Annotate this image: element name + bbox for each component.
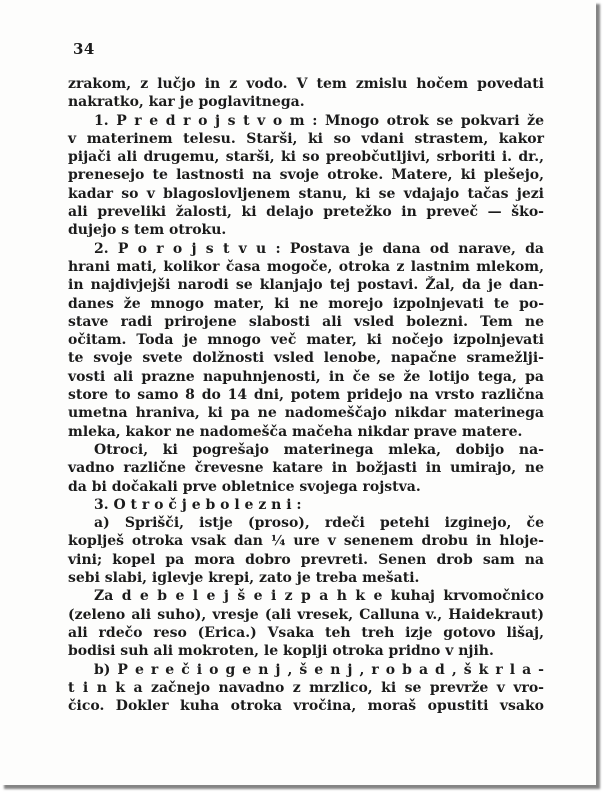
text-line: umetna hraniva, ki pa ne nadomeščajo nikdar materinega (68, 405, 544, 422)
text-line: čico. Dokler kuha otroka vročina, moraš opustiti vsako (68, 698, 544, 715)
text-line: store to samo 8 do 14 dni, potem pridejo na vrsto različna (68, 387, 544, 404)
text-line: Otroci, ki pogrešajo materinega mleka, dobijo na- (94, 441, 544, 458)
text-line: vosti ali prazne napuhnjenosti, in če se že lotijo tega, pa (68, 368, 544, 385)
text-line: 3. O t r o č j e b o l e z n i : (94, 496, 302, 513)
text-line: bodisi suh ali mokroten, le koplji otroka pridno v njih. (68, 643, 494, 660)
page-text (68, 75, 544, 715)
text-line: hrani mati, kolikor časa mogoče, otroka z lastnim mlekom, (68, 258, 544, 275)
text-line: danes že mnogo mater, ki ne morejo izpolnjevati te po- (68, 295, 544, 312)
text-line: mleka, kakor ne nadomešča mačeha nikdar prave matere. (68, 423, 523, 440)
text-line: kadar so v blagoslovljenem stanu, ki se vdajajo tačas jezi (68, 185, 544, 202)
text-line: vini; kopel pa mora dobro prevreti. Senen drob sam na (68, 551, 544, 568)
text-line: stave radi prirojene slabosti ali vsled bolezni. Tem ne (68, 313, 544, 330)
text-line: b) P e r e č i o g e n j , š e n j , r o b a d , š k r l a - (94, 661, 544, 678)
text-line: dujejo s tem otroku. (68, 222, 227, 239)
text-line: očitam. Toda je mnogo več mater, ki nočejo izpolnjevati (68, 332, 544, 349)
text-line: vadno različne črevesne katare in božjasti in umirajo, ne (68, 460, 544, 477)
text-line: 1. P r e d r o j s t v o m : Mnogo otrok se pokvari že (94, 112, 544, 129)
text-line: da bi dočakali prve obletnice svojega rojstva. (68, 478, 421, 495)
text-line: t i n k a začnejo navadno z mrzlico, ki se prevrže v vro- (68, 679, 544, 696)
text-line: v materinem telesu. Starši, ki so vdani strastem, kakor (68, 130, 544, 147)
text-line: koplješ otroka vsak dan ¼ ure v senenem drobu in hloje- (68, 533, 544, 550)
text-line: 2. P o r o j s t v u : Postava je dana od narave, da (94, 240, 544, 257)
text-line: in najdivjejši narodi se klanjajo tej postavi. Žal, da je dan- (68, 277, 544, 294)
text-line: prenesejo te lastnosti na svoje otroke. Matere, ki plešejo, (68, 167, 544, 184)
text-line: sebi slabi, iglevje krepi, zato je treba mešati. (68, 570, 420, 587)
text-line: (zeleno ali suho), vresje (ali vresek, Calluna v., Haidekraut) (68, 606, 544, 623)
text-line: a) Sprišči, istje (proso), rdeči petehi izginejo, če (94, 515, 544, 532)
text-line: te svoje svete dolžnosti vsled lenobe, napačne sramežlji- (68, 350, 544, 367)
text-line: pijači ali drugemu, starši, ki so preobčutljivi, srboriti i. dr., (68, 149, 544, 166)
page-number: 34 (73, 40, 95, 58)
text-line: nakratko, kar je poglavitnega. (68, 94, 305, 111)
text-line: ali preveliki žalosti, ki delajo pretežko in preveč — ško- (68, 204, 544, 221)
text-line: Za d e b e l e j š e i z p a h k e kuhaj krvomočnico (94, 588, 544, 605)
text-line: ali rdečo reso (Erica.) Vsaka teh treh izje gotovo lišaj, (68, 624, 544, 641)
text-line: zrakom, z lučjo in z vodo. V tem zmislu hočem povedati (68, 76, 544, 92)
